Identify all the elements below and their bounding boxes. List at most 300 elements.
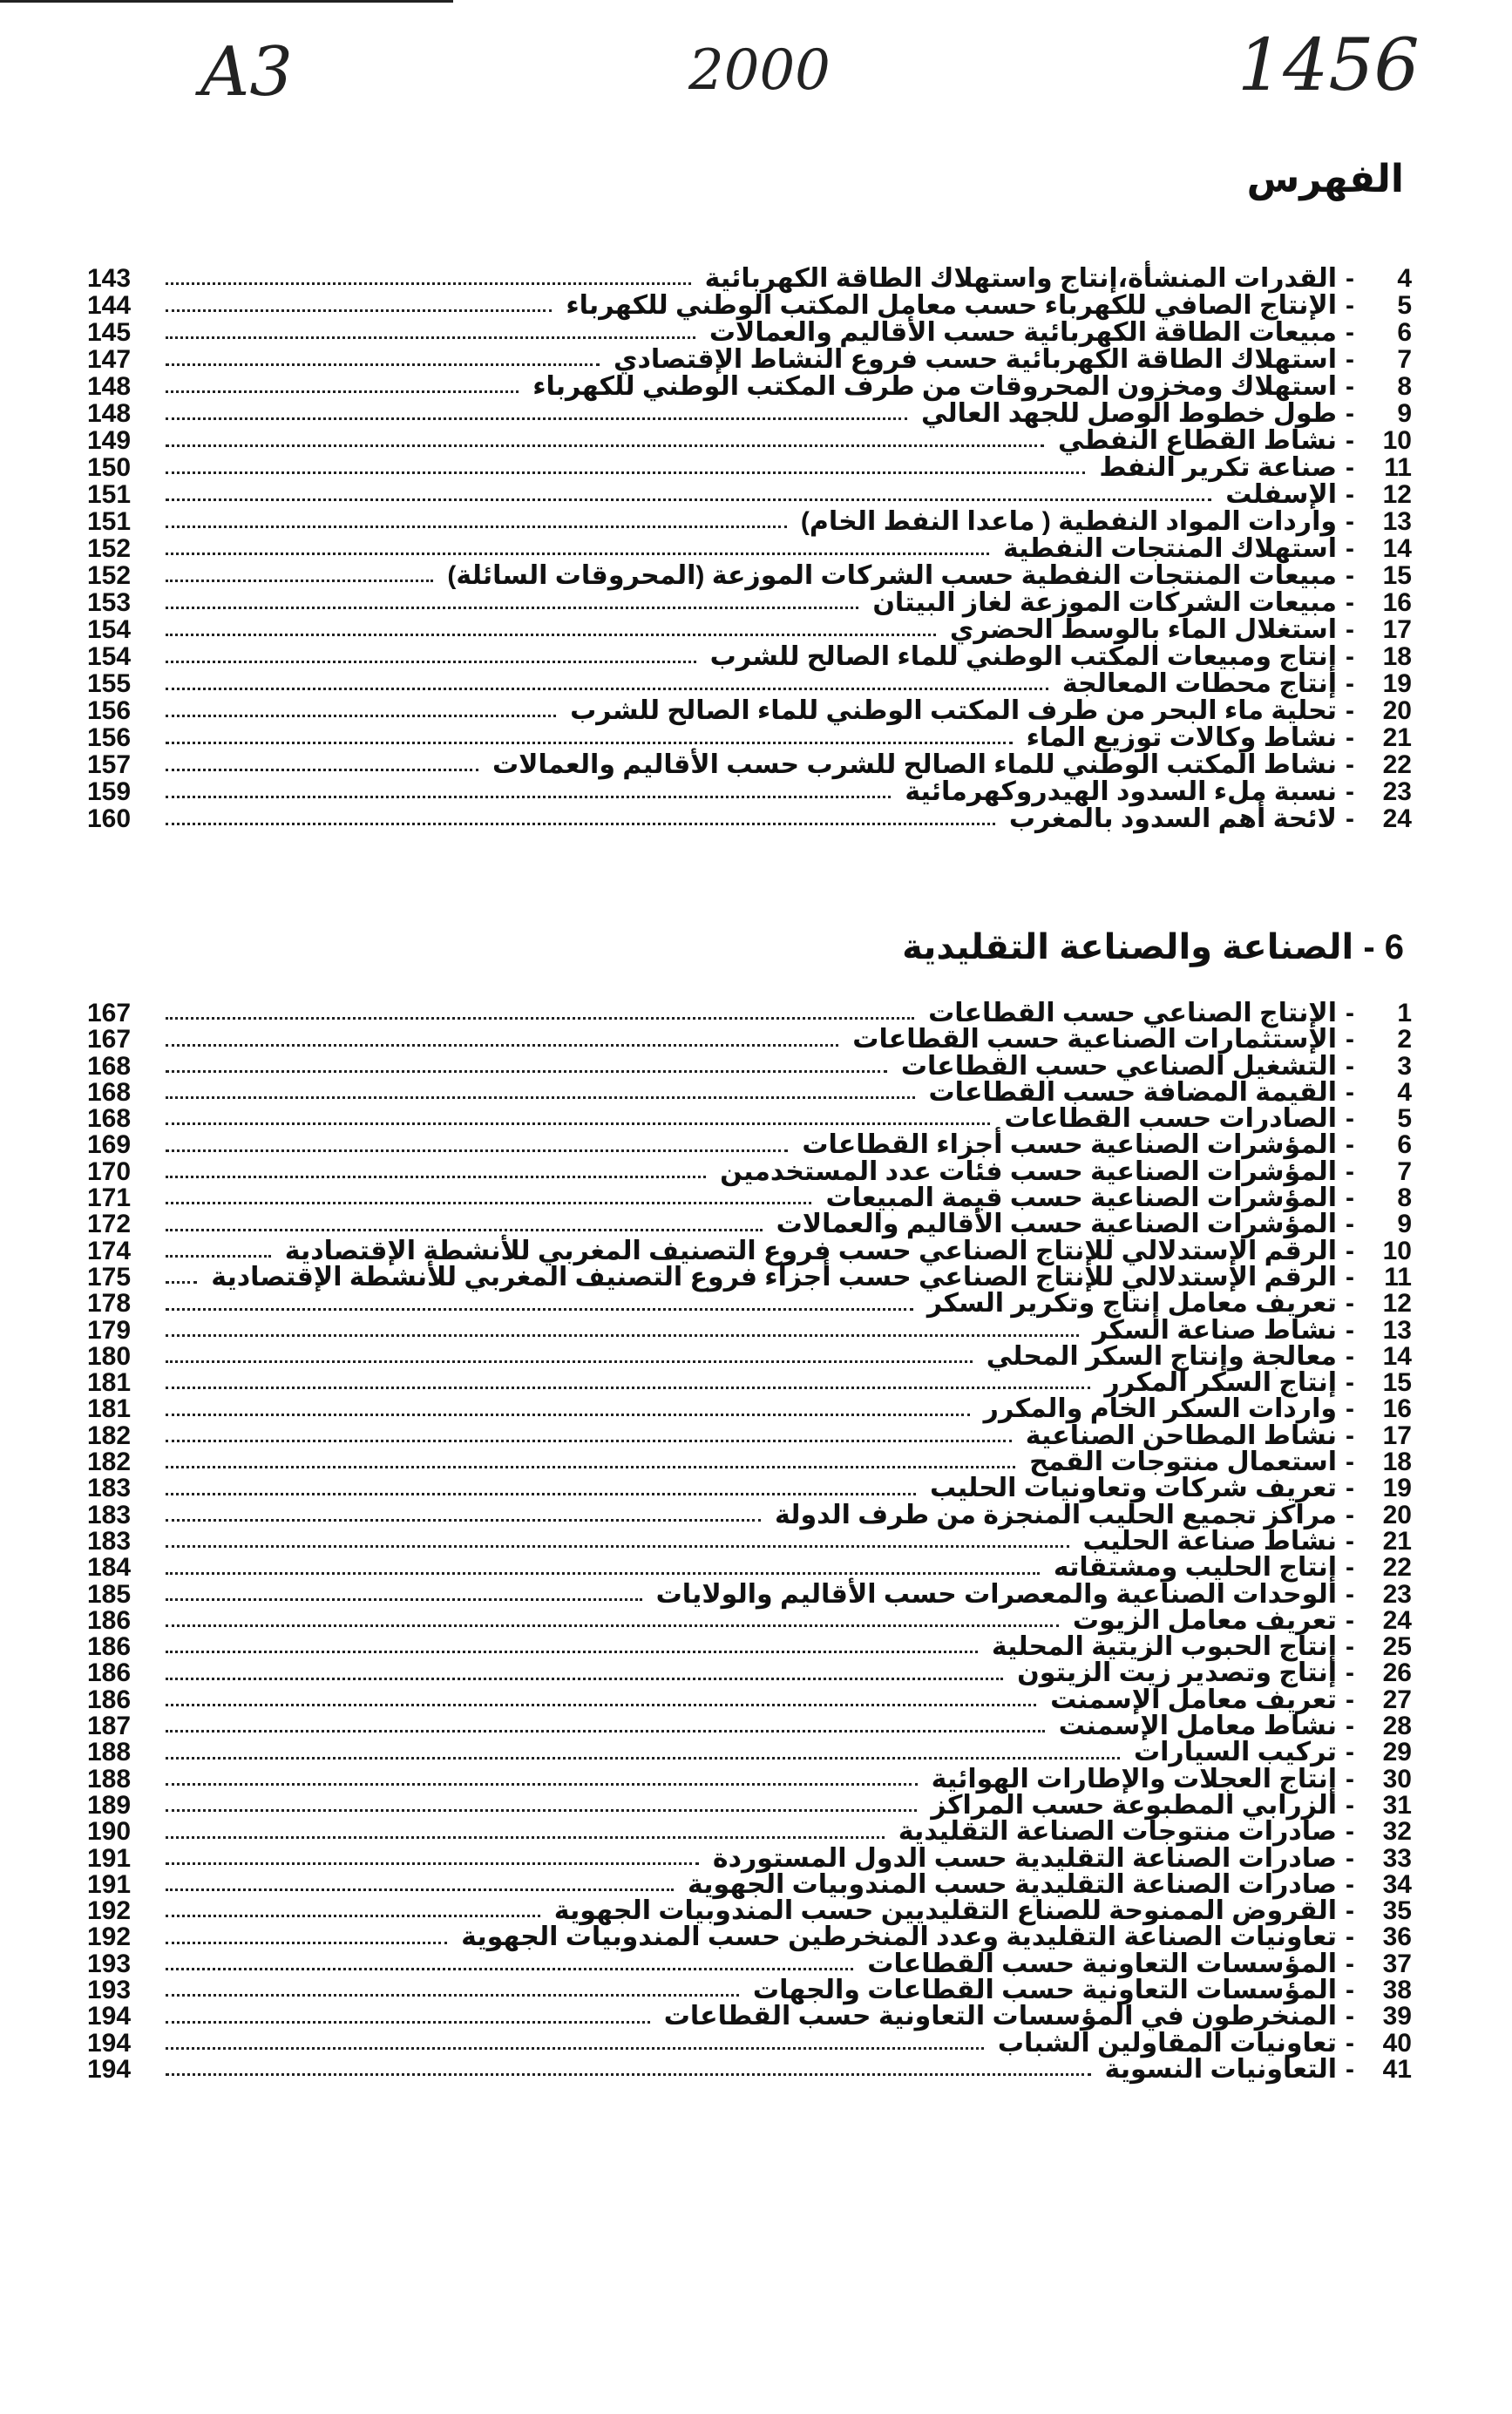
toc-entry-number: 12 [1382,480,1412,509]
toc-entry-number: 20 [1382,1500,1412,1529]
toc-entry-separator: - [1346,264,1354,293]
toc-dot-leader [166,1942,447,1944]
toc-entry-number: 40 [1382,2028,1412,2058]
toc-entry-title: استهلاك ومخزون المحروقات من طرف المكتب الوطني للكهرباء [532,372,1337,401]
toc-entry [87,1238,1412,1265]
page-title: الفهرس [1246,158,1404,200]
toc-entry-page-number: 151 [87,480,132,509]
toc-entry [87,265,1412,292]
toc-entry-title: استهلاك المنتجات النفطية [1002,534,1337,563]
toc-dot-leader [166,1624,1059,1627]
toc-entry-number: 28 [1382,1712,1412,1741]
toc-entry-separator: - [1346,1077,1354,1107]
toc-dot-leader [166,1334,1079,1337]
toc-entry-number: 18 [1382,642,1412,671]
toc-entry-separator: - [1346,1262,1354,1292]
toc-dot-leader [166,1651,978,1653]
toc-entry-title: نشاط معامل الإسمنت [1058,1712,1337,1741]
toc-dot-leader [166,336,695,339]
toc-entry-number: 19 [1382,669,1412,698]
toc-entry-number: 8 [1397,1183,1412,1213]
toc-entry [87,535,1412,562]
toc-entry-page-number: 186 [87,1658,132,1688]
toc-entry-separator: - [1346,1553,1354,1583]
toc-entry-page-number: 171 [87,1183,132,1213]
toc-entry-separator: - [1346,1712,1354,1741]
toc-entry-page-number: 191 [87,1869,132,1899]
toc-entry-page-number: 194 [87,2002,132,2031]
toc-entry [87,1869,1412,1899]
toc-entry [87,1156,1412,1186]
toc-entry-page-number: 168 [87,1051,132,1081]
toc-entry-title: مبيعات الطاقة الكهربائية حسب الأقاليم والعمالات [709,318,1337,347]
toc-entry-separator: - [1346,1896,1354,1926]
toc-entry-separator: - [1346,804,1354,833]
toc-entry [87,346,1412,373]
toc-entry-title: استعمال منتوجات القمح [1029,1448,1337,1477]
toc-entry-number: 6 [1397,1130,1412,1160]
toc-entry-separator: - [1346,1922,1354,1952]
toc-entry [87,1396,1412,1422]
toc-entry-page-number: 183 [87,1526,132,1556]
toc-entry-separator: - [1346,1130,1354,1160]
toc-entry [87,1924,1412,1950]
toc-entry [87,1555,1412,1581]
toc-entry [87,1449,1412,1475]
toc-entry-separator: - [1346,318,1354,347]
toc-dot-leader [166,363,600,366]
toc-entry-title: التعاونيات النسوية [1104,2054,1337,2084]
toc-entry-page-number: 144 [87,291,132,320]
toc-entry-separator: - [1346,1817,1354,1847]
toc-dot-leader [166,1730,1045,1733]
toc-entry-page-number: 155 [87,669,132,698]
toc-entry-number: 21 [1382,1526,1412,1556]
toc-entry [87,1262,1412,1292]
toc-entry [87,1660,1412,1686]
toc-entry-page-number: 186 [87,1632,132,1662]
toc-dot-leader [166,1678,1003,1680]
toc-entry-number: 9 [1397,399,1412,428]
toc-entry-separator: - [1346,507,1354,536]
toc-dot-leader [166,1994,739,1997]
toc-entry-separator: - [1346,534,1354,563]
toc-entry-number: 7 [1397,1156,1412,1186]
section-title-industry: 6 - الصناعة والصناعة التقليدية [902,928,1404,966]
toc-entry [87,2054,1412,2084]
toc-entry-page-number: 183 [87,1500,132,1529]
toc-dot-leader [166,580,433,582]
toc-entry-separator: - [1346,1474,1354,1503]
toc-entry-number: 8 [1397,372,1412,401]
toc-dot-leader [166,1598,642,1601]
toc-dot-leader [166,634,936,636]
toc-entry-page-number: 182 [87,1421,132,1450]
toc-entry-title: استغلال الماء بالوسط الحضري [949,615,1337,644]
toc-dot-leader [166,823,995,825]
toc-entry-title: القروض الممنوحة للصناع التقليديين حسب المندوبيات الجهوية [553,1896,1337,1926]
toc-entry-title: تعاونيات الصناعة التقليدية وعدد المنخرطين حسب المندوبيات الجهوية [461,1922,1337,1952]
toc-entry [87,1423,1412,1449]
toc-entry-page-number: 172 [87,1210,132,1239]
toc-entry-page-number: 156 [87,723,132,752]
toc-entry [87,1132,1412,1158]
toc-entry-page-number: 147 [87,345,132,374]
toc-dot-leader [166,1176,706,1178]
toc-entry-page-number: 150 [87,453,132,482]
toc-entry-number: 39 [1382,2002,1412,2031]
toc-entry-number: 9 [1397,1210,1412,1239]
toc-dot-leader [166,1757,1120,1760]
toc-entry-separator: - [1346,999,1354,1027]
toc-entry-page-number: 188 [87,1738,132,1767]
toc-entry-page-number: 178 [87,1289,132,1319]
toc-dot-leader [166,1255,271,1258]
toc-entry [87,481,1412,508]
toc-entry-title: إنتاج الحبوب الزيتية المحلية [991,1632,1337,1662]
toc-dot-leader [166,1281,197,1284]
toc-entry [87,805,1412,832]
toc-entry [87,1000,1412,1027]
toc-entry [87,1843,1412,1873]
toc-entry-title: إنتاج السكر المكرر [1104,1368,1337,1398]
toc-entry-page-number: 191 [87,1843,132,1873]
toc-entry-page-number: 194 [87,2028,132,2058]
toc-dot-leader [166,1968,853,1970]
toc-entry-separator: - [1346,1500,1354,1529]
toc-entry-separator: - [1346,1738,1354,1767]
toc-entry-separator: - [1346,480,1354,509]
toc-entry-number: 24 [1382,1605,1412,1635]
toc-dot-leader [166,1519,761,1522]
toc-entry-title: نسبة ملء السدود الهيدروكهرمائية [905,777,1337,806]
toc-entry-number: 38 [1382,1975,1412,2004]
toc-entry-number: 34 [1382,1869,1412,1899]
toc-dot-leader [166,1466,1015,1468]
toc-entry-separator: - [1346,1605,1354,1635]
toc-section-energy-water [87,265,1412,832]
toc-entry-separator: - [1346,723,1354,752]
toc-dot-leader [166,1360,973,1363]
toc-dot-leader [166,390,519,393]
toc-entry-number: 37 [1382,1949,1412,1978]
toc-entry-page-number: 152 [87,561,132,590]
toc-entry [87,1315,1412,1345]
toc-entry-title: القدرات المنشأة،إنتاج واستهلاك الطاقة الكهربائية [704,264,1337,293]
toc-entry-number: 23 [1382,777,1412,806]
toc-entry-separator: - [1346,1843,1354,1873]
toc-entry-separator: - [1346,1975,1354,2004]
toc-entry-separator: - [1346,2002,1354,2031]
toc-entry-title: مراكز تجميع الحليب المنجزة من طرف الدولة [774,1500,1337,1529]
toc-entry-title: المؤسسات التعاونية حسب القطاعات [867,1949,1337,1978]
toc-entry-number: 11 [1384,453,1412,482]
toc-entry-number: 2 [1397,1025,1412,1054]
toc-entry-separator: - [1346,1685,1354,1714]
toc-entry-page-number: 185 [87,1579,132,1609]
toc-entry [87,1977,1412,2004]
toc-dot-leader [166,1044,838,1047]
toc-entry-page-number: 157 [87,750,132,779]
toc-entry-number: 17 [1382,1421,1412,1450]
toc-entry-separator: - [1346,1051,1354,1081]
toc-dot-leader [166,1809,917,1812]
toc-entry-number: 24 [1382,804,1412,833]
toc-entry-title: المؤشرات الصناعية حسب الأقاليم والعمالات [776,1210,1337,1239]
toc-dot-leader [166,1440,1012,1442]
toc-entry-separator: - [1346,372,1354,401]
toc-entry-page-number: 175 [87,1262,132,1292]
toc-entry-title: القيمة المضافة حسب القطاعات [928,1077,1337,1107]
toc-entry-page-number: 152 [87,534,132,563]
toc-entry-title: تعاونيات المقاولين الشباب [997,2028,1337,2058]
toc-dot-leader [166,1387,1090,1389]
toc-dot-leader [166,1070,887,1073]
toc-dot-leader [166,553,989,555]
toc-entry-page-number: 180 [87,1341,132,1371]
toc-entry-title: واردات المواد النفطية ( ماعدا النفط الخام) [800,507,1337,536]
toc-entry-number: 16 [1382,1394,1412,1424]
toc-entry-number: 27 [1382,1685,1412,1714]
toc-entry-number: 13 [1382,1315,1412,1345]
toc-entry [87,1739,1412,1766]
toc-entry [87,616,1412,643]
toc-entry-number: 22 [1382,1553,1412,1583]
toc-entry-title: استهلاك الطاقة الكهربائية حسب فروع النشاط الإقتصادي [613,345,1337,374]
toc-entry-separator: - [1346,399,1354,428]
toc-entry-number: 26 [1382,1658,1412,1688]
toc-entry-page-number: 170 [87,1156,132,1186]
toc-entry-page-number: 154 [87,642,132,671]
toc-entry-page-number: 186 [87,1605,132,1635]
toc-entry-page-number: 190 [87,1817,132,1847]
toc-entry-separator: - [1346,1949,1354,1978]
toc-dot-leader [166,2073,1091,2076]
toc-entry [87,1370,1412,1396]
toc-entry-page-number: 193 [87,1949,132,1978]
handwritten-note-center: 2000 [688,38,831,103]
toc-entry-title: صناعة تكرير النفط [1099,453,1337,482]
toc-entry-title: الإنتاج الصناعي حسب القطاعات [928,999,1337,1027]
toc-entry-title: لائحة أهم السدود بالمغرب [1008,804,1337,833]
toc-entry-number: 29 [1382,1738,1412,1767]
toc-entry-title: تعريف شركات وتعاونيات الحليب [930,1474,1337,1503]
toc-entry-separator: - [1346,1579,1354,1609]
toc-entry-page-number: 187 [87,1712,132,1741]
toc-entry-number: 1 [1397,999,1412,1027]
toc-entry-title: الصادرات حسب القطاعات [1004,1104,1337,1134]
toc-entry [87,1475,1412,1502]
toc-entry [87,1526,1412,1556]
toc-entry-separator: - [1346,1341,1354,1371]
toc-dot-leader [166,796,891,798]
toc-entry-number: 14 [1382,534,1412,563]
toc-entry [87,562,1412,589]
toc-entry-number: 14 [1382,1341,1412,1371]
toc-entry-title: إنتاج ومبيعات المكتب الوطني للماء الصالح للشرب [709,642,1337,671]
toc-entry [87,589,1412,616]
toc-entry-page-number: 145 [87,318,132,347]
toc-entry-number: 13 [1382,507,1412,536]
toc-entry-separator: - [1346,1183,1354,1213]
toc-entry-title: تعريف معامل الزيوت [1072,1605,1337,1635]
toc-dot-leader [166,1493,916,1495]
toc-entry-number: 25 [1382,1632,1412,1662]
toc-entry-page-number: 143 [87,264,132,293]
toc-dot-leader [166,498,1211,501]
toc-entry-page-number: 151 [87,507,132,536]
toc-entry-separator: - [1346,345,1354,374]
toc-entry [87,1077,1412,1107]
toc-entry-number: 15 [1382,1368,1412,1398]
toc-entry-separator: - [1346,588,1354,617]
toc-entry-page-number: 148 [87,399,132,428]
toc-entry-number: 23 [1382,1579,1412,1609]
toc-dot-leader [166,715,556,717]
toc-dot-leader [166,769,478,771]
toc-entry-title: نشاط القطاع النفطي [1058,426,1337,455]
toc-entry-title: تركيب السيارات [1134,1738,1337,1767]
toc-entry-page-number: 182 [87,1448,132,1477]
handwritten-note-right: 1456 [1237,24,1420,107]
toc-entry [87,1819,1412,1845]
toc-entry [87,1027,1412,1053]
toc-entry-page-number: 179 [87,1315,132,1345]
toc-entry-title: واردات السكر الخام والمكرر [983,1394,1337,1424]
toc-entry-page-number: 186 [87,1685,132,1714]
toc-entry-number: 16 [1382,588,1412,617]
toc-entry-number: 41 [1382,2054,1412,2084]
toc-entry-separator: - [1346,1526,1354,1556]
toc-entry-separator: - [1346,1104,1354,1134]
toc-entry-title: نشاط صناعة السكر [1092,1315,1337,1345]
toc-entry-separator: - [1346,2054,1354,2084]
toc-entry-page-number: 184 [87,1553,132,1583]
toc-entry-title: إنتاج الحليب ومشتقاته [1053,1553,1337,1583]
toc-dot-leader [166,444,1044,447]
scan-top-edge-line [0,0,453,3]
toc-entry-number: 19 [1382,1474,1412,1503]
toc-entry-page-number: 188 [87,1764,132,1794]
toc-entry [87,1634,1412,1660]
toc-entry-number: 5 [1397,1104,1412,1134]
toc-entry-page-number: 181 [87,1394,132,1424]
toc-entry [87,643,1412,670]
toc-entry [87,292,1412,319]
toc-dot-leader [166,1915,540,1917]
toc-dot-leader [166,1545,1069,1548]
toc-entry-title: نشاط وكالات توزيع الماء [1026,723,1337,752]
toc-entry-page-number: 169 [87,1130,132,1160]
toc-entry-number: 12 [1382,1289,1412,1319]
toc-entry-separator: - [1346,642,1354,671]
toc-entry-page-number: 148 [87,372,132,401]
toc-entry-title: الإستثمارات الصناعية حسب القطاعات [852,1025,1337,1054]
toc-entry [87,2004,1412,2030]
toc-entry-number: 21 [1382,723,1412,752]
toc-dot-leader [166,1783,918,1786]
toc-entry-number: 22 [1382,750,1412,779]
toc-dot-leader [166,417,907,420]
toc-dot-leader [166,1122,990,1125]
toc-entry-number: 10 [1382,1236,1412,1265]
toc-entry-page-number: 149 [87,426,132,455]
toc-entry-separator: - [1346,1764,1354,1794]
toc-entry-title: نشاط صناعة الحليب [1082,1526,1337,1556]
toc-entry [87,1185,1412,1211]
toc-entry-page-number: 174 [87,1236,132,1265]
toc-entry-page-number: 156 [87,696,132,725]
toc-entry-number: 33 [1382,1843,1412,1873]
toc-dot-leader [166,742,1013,744]
toc-dot-leader [166,1888,674,1891]
toc-entry-number: 4 [1397,1077,1412,1107]
toc-entry-number: 11 [1384,1262,1412,1292]
toc-entry-page-number: 159 [87,777,132,806]
toc-entry-number: 7 [1397,345,1412,374]
toc-entry-number: 3 [1397,1051,1412,1081]
toc-dot-leader [166,607,858,609]
toc-dot-leader [166,526,787,528]
toc-entry [87,778,1412,805]
toc-entry-number: 6 [1397,318,1412,347]
toc-entry-separator: - [1346,615,1354,644]
toc-entry-title: صادرات الصناعة التقليدية حسب الدول المستوردة [712,1843,1337,1873]
toc-dot-leader [166,1414,970,1416]
toc-entry [87,2028,1412,2058]
toc-entry-page-number: 160 [87,804,132,833]
toc-entry-title: الرقم الإستدلالي للإنتاج الصناعي حسب فروع التصنيف المغربي للأنشطة الإقتصادية [284,1236,1337,1265]
toc-entry-page-number: 194 [87,2054,132,2084]
toc-entry [87,1898,1412,1924]
toc-entry [87,670,1412,697]
toc-entry-number: 10 [1382,426,1412,455]
toc-entry-title: تحلية ماء البحر من طرف المكتب الوطني للماء الصالح للشرب [570,696,1337,725]
toc-dot-leader [166,1308,913,1311]
handwritten-note-left: A3 [200,33,293,112]
toc-entry-number: 5 [1397,291,1412,320]
toc-entry-page-number: 189 [87,1790,132,1820]
toc-entry-number: 32 [1382,1817,1412,1847]
toc-entry [87,1502,1412,1529]
toc-entry-title: المؤشرات الصناعية حسب أجزاء القطاعات [802,1130,1337,1160]
toc-entry-separator: - [1346,750,1354,779]
toc-entry-title: صادرات منتوجات الصناعة التقليدية [898,1817,1337,1847]
toc-entry-number: 18 [1382,1448,1412,1477]
toc-entry [87,1579,1412,1609]
toc-entry-separator: - [1346,1156,1354,1186]
toc-entry-page-number: 181 [87,1368,132,1398]
toc-entry [87,1713,1412,1739]
toc-entry-title: المؤسسات التعاونية حسب القطاعات والجهات [752,1975,1337,2004]
toc-dot-leader [166,661,696,663]
toc-entry-separator: - [1346,1025,1354,1054]
toc-entry-title: تعريف معامل إنتاج وتكرير السكر [926,1289,1337,1319]
toc-entry-page-number: 154 [87,615,132,644]
toc-entry-page-number: 167 [87,1025,132,1054]
toc-entry-separator: - [1346,453,1354,482]
toc-entry-separator: - [1346,1394,1354,1424]
toc-entry-title: نشاط المكتب الوطني للماء الصالح للشرب حسب الأقاليم والعمالات [492,750,1337,779]
toc-entry-title: الزرابي المطبوعة حسب المراكز [931,1790,1337,1820]
toc-entry-title: مبيعات الشركات الموزعة لغاز البيتان [872,588,1337,617]
toc-entry-number: 17 [1382,615,1412,644]
toc-dot-leader [166,1836,885,1839]
toc-entry-page-number: 168 [87,1077,132,1107]
toc-entry-number: 35 [1382,1896,1412,1926]
toc-entry-separator: - [1346,1368,1354,1398]
toc-dot-leader [166,309,552,312]
